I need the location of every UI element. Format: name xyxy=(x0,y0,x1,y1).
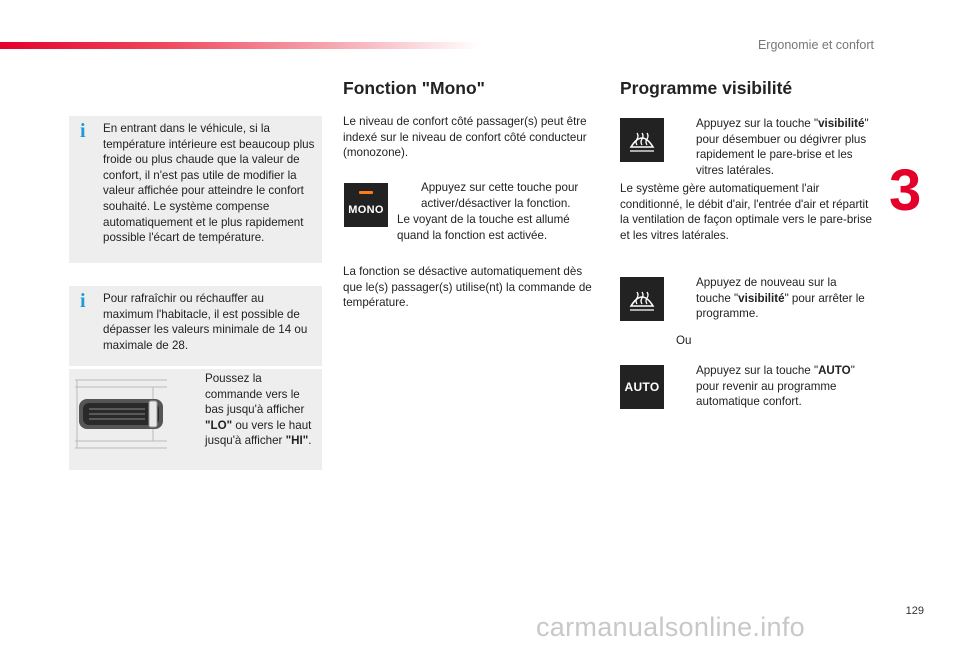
visibility-explanation: Le système gère automatiquement l'air conditionné, le débit d'air, l'entrée d'air et répartit la ventilation de façon optimale vers le pare-brise et les vitres latérales. xyxy=(620,182,872,242)
stalk-instruction-box xyxy=(69,369,322,470)
visibility-heading: Programme visibilité xyxy=(620,78,793,98)
auto-button[interactable] xyxy=(620,365,664,409)
info-icon: i xyxy=(80,290,86,312)
visibility-button-repeat[interactable] xyxy=(620,277,664,321)
visibility-button[interactable] xyxy=(620,118,664,162)
mono-step: Appuyez sur cette touche pour activer/désactiver la fonction. xyxy=(421,181,579,210)
lo-label: "LO" xyxy=(205,418,233,432)
info-box-temperature xyxy=(69,116,322,263)
mono-heading: Fonction "Mono" xyxy=(343,78,485,98)
visibility-step-2: Appuyez de nouveau sur la touche "visibilité" pour arrêter le programme. xyxy=(696,276,865,321)
mono-note: Le voyant de la touche est allumé quand la fonction est activée. xyxy=(397,213,570,242)
info-text: Pour rafraîchir ou réchauffer au maximum l'habitacle, il est possible de dépasser les valeurs minimale de 14 ou maximale de 28. xyxy=(103,292,308,352)
or-label: Ou xyxy=(676,334,692,347)
info-icon: i xyxy=(80,120,86,142)
mono-indicator-led xyxy=(359,191,373,194)
windshield-defrost-icon xyxy=(627,284,657,314)
mono-button[interactable] xyxy=(344,183,388,227)
mono-button-label: MONO xyxy=(348,204,384,216)
info-text: En entrant dans le véhicule, si la température intérieure est beaucoup plus froide ou plus chaude que la valeur de confort, il n'est pas utile de modifier la valeur affichée pour atteindre le confort souhaité. Le système compense automatiquement et le plus rapidement possible l'écart de température. xyxy=(103,122,315,245)
watermark: carmanualsonline.info xyxy=(536,612,805,642)
header-accent-bar xyxy=(0,42,480,49)
windshield-defrost-icon xyxy=(627,125,657,155)
chapter-number: 3 xyxy=(889,158,922,223)
visibility-step-3: Appuyez sur la touche "AUTO" pour revenir au programme automatique confort. xyxy=(696,364,855,409)
stalk-step: Poussez la commande vers le bas jusqu'à afficher "LO" ou vers le haut jusqu'à afficher "HI". xyxy=(205,372,312,448)
visibility-step-1: Appuyez sur la touche "visibilité" pour désembuer ou dégivrer plus rapidement le pare-brise et les vitres latérales. xyxy=(696,117,869,177)
page-number: 129 xyxy=(905,605,924,617)
info-box-extremes xyxy=(69,286,322,366)
mono-outro: La fonction se désactive automatiquement dès que le(s) passager(s) utilise(nt) la commande de température. xyxy=(343,265,592,310)
temperature-stalk-illustration xyxy=(75,375,167,455)
hi-label: "HI" xyxy=(285,434,309,448)
section-title: Ergonomie et confort xyxy=(757,38,874,52)
mono-intro: Le niveau de confort côté passager(s) peut être indexé sur le niveau de confort côté conducteur (monozone). xyxy=(343,115,587,160)
auto-button-label: AUTO xyxy=(624,380,660,394)
